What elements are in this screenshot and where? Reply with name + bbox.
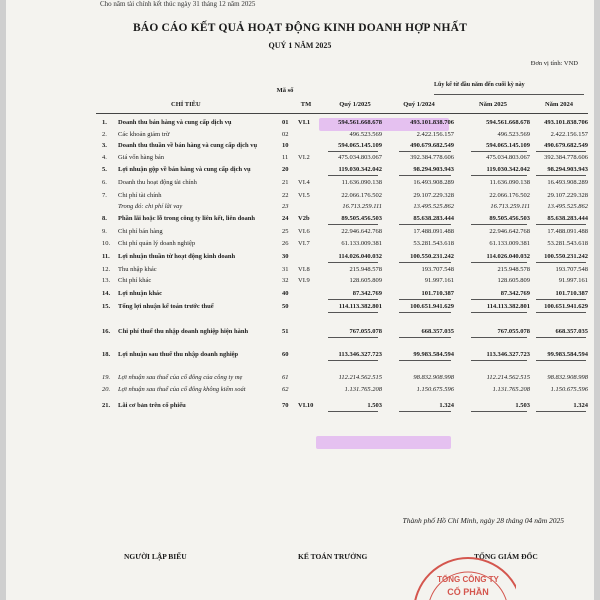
value-q1-2024: 53.281.543.618 [413, 240, 454, 247]
value-ytd-2024: 1.324 [573, 402, 588, 409]
value-ytd-2024: 493.101.838.706 [544, 119, 588, 126]
signature-chief-accountant: KẾ TOÁN TRƯỞNG [298, 552, 368, 561]
subtotal-underline [536, 337, 586, 338]
subtotal-underline [399, 224, 451, 225]
value-ytd-2024: 668.357.035 [555, 328, 588, 335]
row-label: Trong đó: chi phí lãi vay [118, 203, 183, 210]
value-q1-2025: 112.214.562.515 [338, 374, 382, 381]
row-code: 02 [282, 131, 289, 138]
value-ytd-2025: 89.505.456.503 [489, 215, 530, 222]
row-code: 60 [282, 351, 289, 358]
value-q1-2024: 493.101.838.706 [410, 119, 454, 126]
row-number: 7. [102, 192, 107, 199]
row-code: 21 [282, 179, 289, 186]
row-label: Chi phí thuế thu nhập doanh nghiệp hiện hành [118, 328, 249, 335]
row-label: Lợi nhuận thuần từ hoạt động kinh doanh [118, 253, 236, 260]
value-q1-2025: 11.636.090.138 [341, 179, 382, 186]
value-ytd-2024: 98.832.908.998 [547, 374, 588, 381]
row-number: 18. [102, 351, 111, 358]
stamp-line-2: CỔ PHẦN [447, 587, 489, 597]
subtotal-underline [328, 262, 378, 263]
value-q1-2025: 22.066.176.502 [341, 192, 382, 199]
value-q1-2025: 475.034.803.067 [338, 154, 382, 161]
subtotal-underline [536, 224, 586, 225]
value-q1-2024: 193.707.548 [421, 266, 454, 273]
value-ytd-2025: 594.065.145.109 [486, 142, 530, 149]
value-ytd-2024: 2.422.156.157 [550, 131, 588, 138]
subtotal-underline [399, 299, 451, 300]
row-label: Doanh thu bán hàng và cung cấp dịch vụ [118, 119, 232, 126]
highlight-parent-profit [316, 436, 451, 449]
value-ytd-2024: 101.710.387 [555, 290, 588, 297]
table-row [6, 326, 594, 338]
table-row [6, 213, 594, 225]
row-number: 19. [102, 374, 111, 381]
value-ytd-2025: 16.713.259.111 [490, 203, 530, 210]
table-row [6, 238, 594, 250]
value-q1-2025: 61.133.009.381 [341, 240, 382, 247]
value-ytd-2025: 114.026.040.032 [486, 253, 530, 260]
row-code: 23 [282, 203, 289, 210]
table-row [6, 301, 594, 313]
value-ytd-2025: 767.055.078 [497, 328, 530, 335]
stamp-line-1: TỔNG CÔNG TY [437, 575, 499, 584]
value-q1-2025: 496.523.569 [349, 131, 382, 138]
row-number: 6. [102, 179, 107, 186]
subtotal-underline [399, 175, 451, 176]
table-row [6, 152, 594, 164]
row-code: 24 [282, 215, 289, 222]
value-ytd-2024: 100.550.231.242 [544, 253, 588, 260]
value-q1-2025: 22.946.642.768 [341, 228, 382, 235]
row-label: Doanh thu thuần về bán hàng và cung cấp dịch vụ [118, 142, 258, 149]
value-q1-2024: 101.710.387 [421, 290, 454, 297]
value-q1-2024: 1.150.675.596 [416, 386, 454, 393]
value-ytd-2025: 112.214.562.515 [486, 374, 530, 381]
header-q1-2024: Quý 1/2024 [403, 101, 435, 108]
row-number: 2. [102, 131, 107, 138]
row-note: VI.10 [298, 402, 314, 409]
value-ytd-2025: 128.605.809 [497, 277, 530, 284]
header-q1-2025: Quý 1/2025 [339, 101, 371, 108]
row-number: 1. [102, 119, 107, 126]
row-number: 10. [102, 240, 111, 247]
company-stamp-icon [406, 548, 516, 600]
value-q1-2024: 98.832.908.998 [413, 374, 454, 381]
value-ytd-2025: 114.113.382.801 [486, 303, 530, 310]
row-label: Lãi cơ bản trên cổ phiếu [118, 402, 186, 409]
subtotal-underline [328, 299, 378, 300]
value-ytd-2024: 53.281.543.618 [547, 240, 588, 247]
subtotal-underline [328, 411, 378, 412]
value-ytd-2025: 113.346.327.723 [486, 351, 530, 358]
value-ytd-2025: 22.066.176.502 [489, 192, 530, 199]
table-row [6, 177, 594, 189]
row-number: 11. [102, 253, 110, 260]
header-ma-so: Mã số [276, 87, 294, 94]
row-number: 15. [102, 303, 111, 310]
row-number: 4. [102, 154, 107, 161]
row-number: 5. [102, 166, 107, 173]
row-code: 32 [282, 277, 289, 284]
report-title: BÁO CÁO KẾT QUẢ HOẠT ĐỘNG KINH DOANH HỢP NHẤT [132, 22, 468, 34]
subtotal-underline [328, 360, 378, 361]
row-code: 40 [282, 290, 289, 297]
row-note: VI.9 [298, 277, 310, 284]
table-row [6, 201, 594, 213]
row-number: 12. [102, 266, 111, 273]
row-note: VI.2 [298, 154, 310, 161]
row-label: Lợi nhuận khác [118, 290, 163, 297]
row-number: 21. [102, 402, 111, 409]
row-number: 8. [102, 215, 107, 222]
value-ytd-2024: 29.107.229.328 [547, 192, 588, 199]
value-q1-2024: 98.294.903.943 [413, 166, 454, 173]
value-q1-2024: 2.422.156.157 [416, 131, 454, 138]
subtotal-underline [328, 312, 378, 313]
signature-general-director: TỔNG GIÁM ĐỐC [474, 552, 538, 561]
value-ytd-2025: 475.034.803.067 [486, 154, 530, 161]
value-ytd-2025: 119.030.342.042 [486, 166, 530, 173]
value-q1-2024: 490.679.682.549 [410, 142, 454, 149]
value-ytd-2025: 87.342.769 [500, 290, 530, 297]
value-ytd-2024: 17.488.091.488 [547, 228, 588, 235]
row-note: VI.7 [298, 240, 310, 247]
place-date: Thành phố Hồ Chí Minh, ngày 28 tháng 04 năm 2025 [402, 516, 564, 525]
value-q1-2024: 16.493.908.289 [413, 179, 454, 186]
row-code: 51 [282, 328, 289, 335]
subtotal-underline [471, 224, 527, 225]
subtotal-underline [536, 262, 586, 263]
subtotal-underline [471, 337, 527, 338]
row-code: 26 [282, 240, 289, 247]
row-label: Chi phí tài chính [118, 192, 162, 199]
row-code: 62 [282, 386, 289, 393]
value-ytd-2025: 496.523.569 [497, 131, 530, 138]
row-label: Chi phí khác [118, 277, 152, 284]
value-q1-2024: 392.384.778.606 [410, 154, 454, 161]
row-label: Giá vốn hàng bán [118, 154, 165, 161]
row-code: 61 [282, 374, 289, 381]
row-note: VI.1 [298, 119, 311, 126]
table-row [6, 251, 594, 263]
value-ytd-2024: 100.651.941.629 [544, 303, 588, 310]
row-code: 30 [282, 253, 289, 260]
table-row [6, 140, 594, 152]
table-row [6, 384, 594, 396]
value-q1-2025: 119.030.342.042 [338, 166, 382, 173]
value-ytd-2024: 98.294.903.943 [547, 166, 588, 173]
value-q1-2025: 113.346.327.723 [338, 351, 382, 358]
value-q1-2025: 114.113.382.801 [338, 303, 382, 310]
subtotal-underline [536, 175, 586, 176]
value-q1-2024: 99.983.584.594 [413, 351, 454, 358]
row-number: 9. [102, 228, 107, 235]
value-q1-2025: 16.713.259.111 [342, 203, 382, 210]
table-row [6, 349, 594, 361]
header-nam-2025: Năm 2025 [479, 101, 507, 108]
row-number: 16. [102, 328, 111, 335]
value-q1-2024: 100.651.941.629 [410, 303, 454, 310]
row-code: 20 [282, 166, 289, 173]
value-ytd-2025: 215.948.578 [497, 266, 530, 273]
value-ytd-2025: 1.131.765.208 [492, 386, 530, 393]
row-note: VI.4 [298, 179, 310, 186]
cumulative-divider [434, 94, 584, 95]
row-label: Lợi nhuận sau thuế thu nhập doanh nghiệp [118, 351, 239, 358]
row-label: Lợi nhuận sau thuế của cổ đông của công ty mẹ [118, 374, 243, 381]
row-note: VI.6 [298, 228, 310, 235]
value-ytd-2024: 16.493.908.289 [547, 179, 588, 186]
table-row [6, 164, 594, 176]
row-note: VI.8 [298, 266, 310, 273]
subtotal-underline [471, 299, 527, 300]
fiscal-year-note: Cho năm tài chính kết thúc ngày 31 tháng 12 năm 2025 [100, 0, 256, 8]
value-q1-2025: 114.026.040.032 [338, 253, 382, 260]
value-q1-2024: 1.324 [439, 402, 454, 409]
value-ytd-2024: 99.983.584.594 [547, 351, 588, 358]
row-code: 25 [282, 228, 289, 235]
row-note: V2b [298, 215, 310, 222]
row-code: 01 [282, 119, 289, 126]
subtotal-underline [471, 360, 527, 361]
header-chi-tieu: CHỈ TIÊU [171, 101, 201, 108]
row-label: Chi phí bán hàng [118, 228, 163, 235]
value-q1-2024: 17.488.091.488 [413, 228, 454, 235]
subtotal-underline [399, 411, 451, 412]
row-note: VI.5 [298, 192, 310, 199]
value-q1-2024: 91.997.161 [424, 277, 454, 284]
value-ytd-2024: 91.997.161 [558, 277, 588, 284]
value-ytd-2025: 1.503 [515, 402, 530, 409]
subtotal-underline [536, 360, 586, 361]
value-q1-2024: 85.638.283.444 [413, 215, 454, 222]
row-label: Thu nhập khác [118, 266, 157, 273]
row-number: 13. [102, 277, 111, 284]
subtotal-underline [536, 411, 586, 412]
subtotal-underline [471, 411, 527, 412]
signature-preparer: NGƯỜI LẬP BIỂU [124, 552, 187, 561]
value-q1-2025: 594.561.668.678 [338, 119, 382, 126]
row-label: Phần lãi hoặc lỗ trong công ty liên kết, liên doanh [118, 215, 255, 222]
table-row [6, 372, 594, 384]
table-row [6, 117, 594, 129]
subtotal-underline [399, 360, 451, 361]
value-q1-2025: 594.065.145.109 [338, 142, 382, 149]
cumulative-header: Lũy kế từ đầu năm đến cuối kỳ này [434, 82, 525, 88]
value-q1-2025: 215.948.578 [349, 266, 382, 273]
value-ytd-2025: 22.946.642.768 [489, 228, 530, 235]
value-q1-2024: 668.357.035 [421, 328, 454, 335]
value-ytd-2025: 594.561.668.678 [486, 119, 530, 126]
header-divider [96, 113, 588, 114]
value-q1-2025: 1.503 [367, 402, 382, 409]
header-nam-2024: Năm 2024 [545, 101, 573, 108]
subtotal-underline [536, 312, 586, 313]
row-code: 70 [282, 402, 289, 409]
value-ytd-2024: 392.384.778.606 [544, 154, 588, 161]
subtotal-underline [471, 262, 527, 263]
row-label: Chi phí quản lý doanh nghiệp [118, 240, 196, 247]
row-code: 22 [282, 192, 289, 199]
value-q1-2024: 13.495.525.862 [413, 203, 454, 210]
value-q1-2025: 767.055.078 [349, 328, 382, 335]
row-code: 11 [282, 154, 289, 161]
header-tm: TM [300, 101, 312, 108]
table-row [6, 275, 594, 287]
row-number: 14. [102, 290, 111, 297]
subtotal-underline [536, 299, 586, 300]
value-q1-2025: 87.342.769 [352, 290, 382, 297]
value-q1-2025: 128.605.809 [349, 277, 382, 284]
row-code: 10 [282, 142, 289, 149]
row-code: 31 [282, 266, 289, 273]
value-q1-2025: 1.131.765.208 [344, 386, 382, 393]
subtotal-underline [471, 312, 527, 313]
row-label: Lợi nhuận sau thuế của cổ đông không kiểm soát [118, 386, 246, 393]
subtotal-underline [399, 337, 451, 338]
row-label: Các khoản giảm trừ [118, 131, 170, 138]
row-label: Doanh thu hoạt động tài chính [118, 179, 197, 186]
subtotal-underline [328, 337, 378, 338]
value-q1-2024: 100.550.231.242 [410, 253, 454, 260]
value-ytd-2024: 85.638.283.444 [547, 215, 588, 222]
value-ytd-2024: 490.679.682.549 [544, 142, 588, 149]
row-number: 20. [102, 386, 111, 393]
currency-unit: Đơn vị tính: VND [530, 60, 578, 67]
row-label: Tổng lợi nhuận kế toán trước thuế [118, 303, 214, 310]
value-ytd-2024: 193.707.548 [555, 266, 588, 273]
value-ytd-2024: 13.495.525.862 [547, 203, 588, 210]
value-q1-2025: 89.505.456.503 [341, 215, 382, 222]
value-ytd-2025: 61.133.009.381 [489, 240, 530, 247]
subtotal-underline [399, 312, 451, 313]
value-ytd-2025: 11.636.090.138 [489, 179, 530, 186]
value-q1-2024: 29.107.229.328 [413, 192, 454, 199]
subtotal-underline [399, 262, 451, 263]
row-number: 3. [102, 142, 107, 149]
subtotal-underline [328, 224, 378, 225]
report-page [6, 0, 594, 600]
report-subtitle: QUÝ 1 NĂM 2025 [268, 41, 332, 50]
subtotal-underline [328, 175, 378, 176]
table-row [6, 226, 594, 238]
row-code: 50 [282, 303, 289, 310]
value-ytd-2024: 1.150.675.596 [550, 386, 588, 393]
subtotal-underline [471, 175, 527, 176]
table-row [6, 400, 594, 412]
table-row [6, 288, 594, 300]
row-label: Lợi nhuận gộp về bán hàng và cung cấp dịch vụ [118, 166, 251, 173]
